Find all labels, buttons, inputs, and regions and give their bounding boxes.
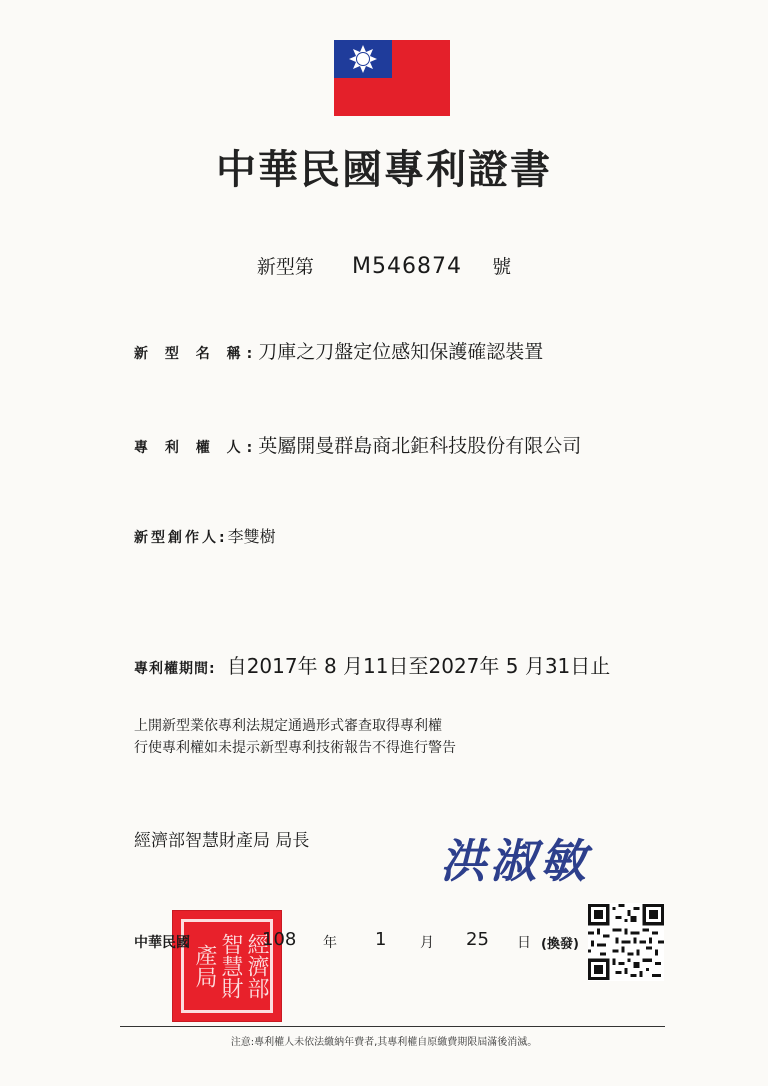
director-signature: 洪淑敏 [440,834,590,888]
field-inventor [134,524,276,547]
field-owner [134,431,581,458]
patent-number: M546874 [352,254,462,279]
patent-number-line [0,252,768,279]
owner-label: 專 利 權 人: [134,440,259,456]
field-term [134,650,610,679]
certificate-notice [134,715,456,759]
date-year-unit: 年 [323,935,337,951]
term-label: 專利權期間: [134,661,216,677]
field-name [134,337,543,364]
patent-type-prefix: 新型第 [256,256,314,278]
issuing-office: 經濟部智慧財產局 局長 [134,831,310,851]
footer-note: 注意:專利權人未依法繳納年費者,其專利權自原繳費期限屆滿後消滅。 [230,1037,538,1048]
date-month-unit: 月 [420,935,434,951]
name-label: 新 型 名 稱: [134,346,259,362]
inventor-label: 新型創作人: [134,530,228,546]
owner-value: 英屬開曼群島商北鉅科技股份有限公司 [258,435,582,457]
date-note: (換發) [541,937,579,952]
name-value: 刀庫之刀盤定位感知保護確認裝置 [258,341,544,363]
footer-divider [120,1026,665,1027]
qr-code-icon [588,903,664,981]
white-sun-icon [334,40,392,78]
notice-line-2: 行使專利權如未提示新型專利技術報告不得進行警告 [134,740,456,756]
official-seal [172,910,282,1022]
roc-flag [334,40,450,116]
seal-text: 經濟部智慧財產局 [192,933,269,999]
flag-canton [334,40,392,78]
term-value: 自2017年 8 月11日至2027年 5 月31日止 [226,654,611,678]
date-era: 中華民國 [134,935,190,951]
certificate-title: 中華民國專利證書 [216,146,552,193]
date-day-unit: 日 [517,935,531,951]
notice-line-1: 上開新型業依專利法規定通過形式審查取得專利權 [134,718,442,734]
date-month: 1 [375,929,387,950]
date-year: 108 [262,929,297,950]
patent-number-suffix: 號 [492,256,512,278]
qr-code [588,903,664,981]
date-day: 25 [466,929,489,950]
inventor-value: 李雙樹 [227,527,276,546]
